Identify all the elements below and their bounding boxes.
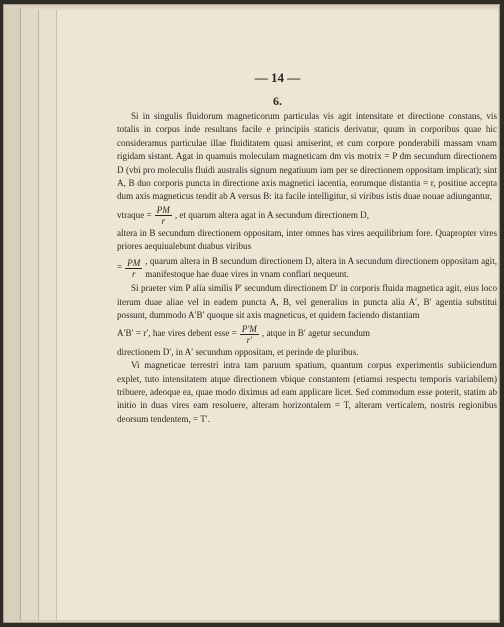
- page-number: — 14 —: [254, 70, 301, 85]
- formula-text: vtraque =: [117, 209, 152, 220]
- paragraph: Si in singulis fluidorum magneticorum particulas vis agit intensitate et directione constans, vis totalis in corpus inde resultans facile e principiis staticis derivatur, quum in corporibus quae hic consideramus particulae illae fluiditatem quasi amiserint, et cum corpore ponderabili massam vnam rigidam sistant. Agat in quamuis moleculam magneticam dm vis motrix = P dm secundum directionem D (vbi pro moleculis fluidi australis signum negatiuum iam per se directionem oppositam implicat); sint A, B duo corporis puncta in directione axis magnetici iacentia, eorumque distantia = r, positiue accepta dum axis magneticus tendit ab A versus B: ita facile intelligitur, si viribus istis duae nouae adiungantur,: [117, 111, 497, 202]
- formula-text: =: [117, 262, 123, 273]
- formula-line: [117, 205, 497, 226]
- fraction-denominator: r: [131, 268, 136, 279]
- formula-text: A′B′ = r′, hae vires debent esse =: [117, 328, 237, 339]
- fraction: [155, 205, 172, 226]
- paragraph-continuation: altera in B secundum directionem oppositam, inter omnes has vires aequilibrium fore. Quapropter vires priores aequiualebunt duabus viribus: [117, 227, 497, 252]
- paragraph: Si praeter vim P alia similis P′ secundum directionem D′ in corporis fluida magnetica agit, eius loco iterum duae aliae vel in eadem puncta A, B, vel generalius in puncta alia A′, B′ agentia substitui possunt, dummodo A′B′ quoque sit axis magneticus, et quidem faciendo distantiam: [117, 283, 497, 321]
- section-number: 6.: [273, 94, 282, 108]
- fraction-denominator: r: [161, 215, 166, 226]
- fraction-numerator: PM: [156, 204, 170, 215]
- formula-line: [117, 324, 497, 345]
- fraction-numerator: PM: [127, 257, 141, 268]
- fraction-numerator: P′M: [241, 323, 257, 334]
- formula-text: , et quarum altera agat in A secundum directionem D,: [174, 209, 370, 220]
- fraction: [240, 324, 259, 345]
- paragraph: Vi magneticae terrestri intra tam paruum spatium, quantum corpus experimentis subiiciendum explet, tuto intensitatem atque directionem vbique constantem (etiamsi respectu temporis variabilem) tribuere, adeoque ea, quae modo diximus ad eam applicare licet. Sed commodum esse poterit, statim ab initio in duas vires eam resoluere, alteram horizontalem = T, alteram verticalem, nostris regionibus deorsum tendentem, = T′.: [117, 360, 497, 424]
- fraction: [125, 258, 142, 279]
- body-text: [117, 110, 497, 426]
- formula-text: , atque in B′ agetur secundum: [261, 328, 370, 339]
- fraction-denominator: r′: [246, 334, 253, 345]
- formula-text: , quarum altera in B secundum directionem D, altera in A secundum directionem oppositam agit, manifestoque hae duae vires in vnam conflari nequeunt.: [145, 255, 497, 280]
- book-page: [56, 10, 498, 620]
- formula-line: [117, 255, 497, 282]
- paragraph-continuation: directionem D′, in A′ secundum oppositam, et perinde de pluribus.: [117, 346, 359, 357]
